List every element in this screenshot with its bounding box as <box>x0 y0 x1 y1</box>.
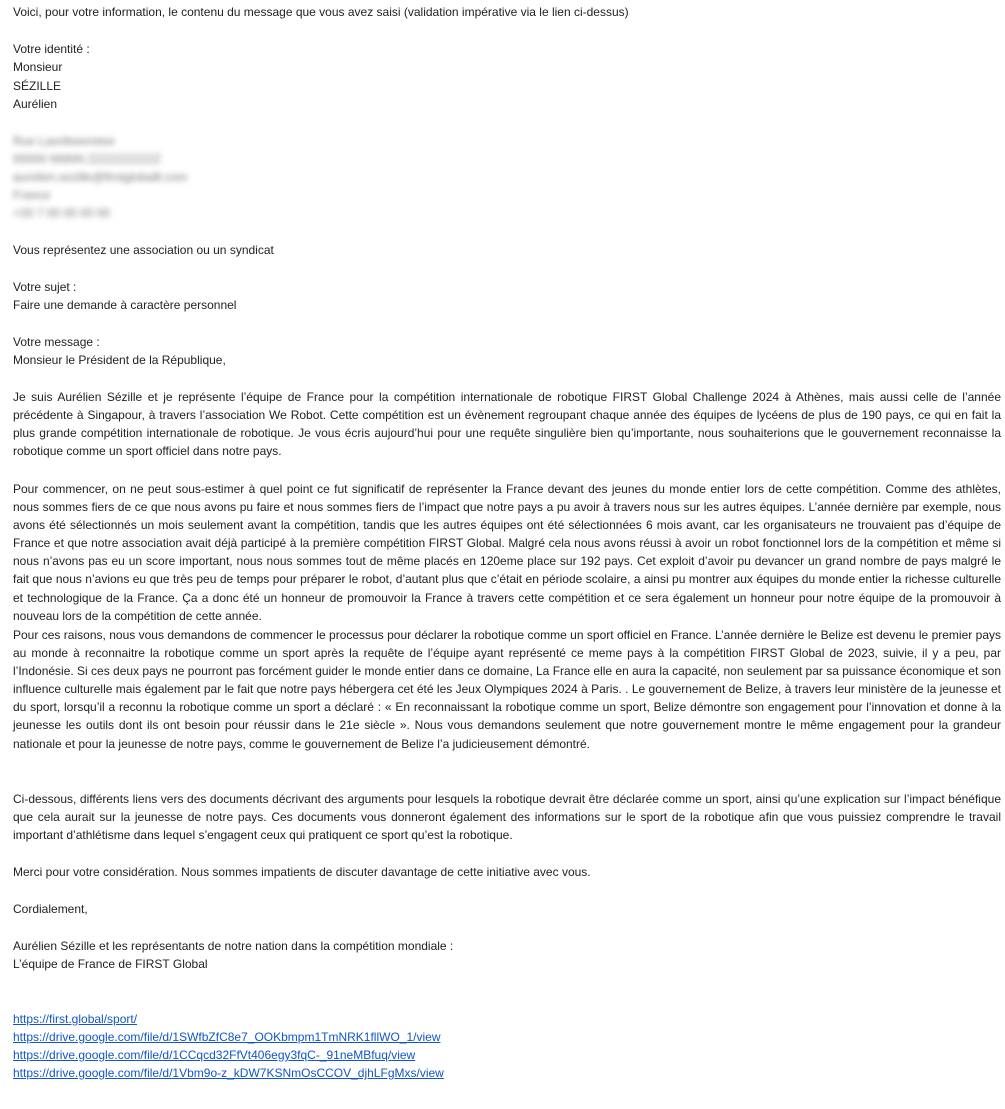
identity-label: Votre identité : <box>13 42 90 56</box>
message-closing: Cordialement, <box>13 902 88 916</box>
message-paragraph: Pour commencer, on ne peut sous-estimer à quel point ce fut significatif de représenter la France devant des jeunes du monde entier lors de cette compétition. Comme des athlètes, nous sommes fiers de ce que nous avons pu faire et nous sommes fiers de l’impact que notre pays a pu avoir à travers nous sur les autres équipes. L’année dernière par exemple, nous avons été sélectionnés un mois seulement avant la compétition, tandis que les autres équipes ont été sélectionnées 6 mois avant, car les organisateurs ne trouvaient pas d’équipe de France et que notre association avait déjà participé à la première compétition FIRST Global. Malgré cela nous avons réussi à avoir un robot fonctionnel lors de la compétition et même si nous n’avons pas eu un score important, nous nous sommes tout de même placés en 120eme place sur 192 pays. Cet exploit d’avoir pu devancer un grand nombre de pays malgré le fait que nous n’avions eu que très peu de temps pour préparer le robot, d’autant plus que c’était en période scolaire, a ainsi pu montrer aux équipes du monde entier la richesse culturelle et technologique de la France. Ça a donc été un honneur de promouvoir la France à travers cette compétition et ce sera également un honneur pour notre équipe de la promouvoir à nouveau lors de la compétition de cette année. <box>13 482 1001 623</box>
intro-text: Voici, pour votre information, le contenu du message que vous avez saisi (validation impérative via le lien ci-dessus) <box>13 5 629 19</box>
redacted-phone-line: +33 7 00 00 00 00 <box>13 206 111 220</box>
identity-civility: Monsieur <box>13 60 63 74</box>
message-paragraph: Je suis Aurélien Sézille et je représente l’équipe de France pour la compétition internationale de robotique FIRST Global Challenge 2024 à Athènes, mais aussi celle de l’année précédente à Singapour, à travers l’association We Robot. Cette compétition est un évènement regroupant chaque année des équipes de lycéens de plus de 190 pays, ce qui en fait la plus grande compétition internationale de robotique. Je vous écris aujourd’hui pour une requête singulière bien qu’importante, nous souhaiterions que le gouvernement reconnaisse la robotique comme un sport officiel dans notre pays. <box>13 390 1001 459</box>
signature-team: L’équipe de France de FIRST Global <box>13 957 208 971</box>
subject-label: Votre sujet : <box>13 280 77 294</box>
link-first-global-sport[interactable]: https://first.global/sport/ <box>13 1012 138 1026</box>
signature-line: Aurélien Sézille et les représentants de notre nation dans la compétition mondiale : <box>13 939 454 953</box>
message-label: Votre message : <box>13 335 100 349</box>
subject-value: Faire une demande à caractère personnel <box>13 298 237 312</box>
representation-text: Vous représentez une association ou un syndicat <box>13 243 274 257</box>
message-paragraph: Ci-dessous, différents liens vers des documents décrivant des arguments pour lesquels la robotique devrait être déclarée comme un sport, ainsi qu’une explication sur l’impact bénéfique que cela aurait sur la jeunesse de notre pays. Ces documents vous donneront également des informations sur le sport de la robotique afin que vous puissiez comprendre le travail important d’athlétisme dans lequel s’engagent ceux qui pratiquent ce sport qu’est la robotique. <box>13 792 1001 843</box>
identity-last-name: SÉZILLE <box>13 79 62 93</box>
identity-first-name: Aurélien <box>13 97 58 111</box>
redacted-country-line: France <box>13 188 51 202</box>
message-paragraph: Pour ces raisons, nous vous demandons de commencer le processus pour déclarer la robotique comme un sport officiel en France. L’année dernière le Belize est devenu le premier pays au monde à reconnaitre la robotique comme un sport après la requête de l’équipe ayant représenté ce meme pays à la compétition FIRST Global de 2023, suivie, il y a peu, par l’Indonésie. Si ces deux pays ne pourront pas forcément guider le monde entier dans ce domaine, La France elle en aura la capacité, non seulement par sa puissance économique et son influence culturelle mais également par le fait que notre pays hébergera cet été les Jeux Olympiques 2024 à Paris. . Le gouvernement de Belize, à travers leur ministère de la jeunesse et du sport, lorsqu’il a reconnu la robotique comme un sport a déclaré : « En reconnaissant la robotique comme un sport, Belize démontre son engagement pour l’innovation et donne à la jeunesse les outils dont ils ont besoin pour réussir dans le 21e siècle ». Nous vous demandons seulement que notre gouvernement montre le même engagement pour la grandeur nationale et pour la jeunesse de notre pays, comme le gouvernement de Belize l’a judicieusement démontré. <box>13 628 1001 751</box>
redacted-email-line: aurelien.sezille@firstgloballl.com <box>13 170 188 184</box>
message-salutation: Monsieur le Président de la République, <box>13 353 226 367</box>
redacted-address-line: Rue Laxnfeeeretee <box>13 134 116 148</box>
link-drive-document-3[interactable]: https://drive.google.com/file/d/1Vbm9o-z_kDW7KSNmOsCCOV_djhLFgMxs/view <box>13 1066 444 1080</box>
link-drive-document-2[interactable]: https://drive.google.com/file/d/1CCqcd32FfVt406egy3fqC-_91neMBfuq/view <box>13 1048 416 1062</box>
redacted-address-line: 00000 NNNN ZZZZZZZZZZ <box>13 152 162 166</box>
link-drive-document-1[interactable]: https://drive.google.com/file/d/1SWfbZfC8e7_OOKbmpm1TmNRK1fllWO_1/view <box>13 1030 441 1044</box>
message-paragraph: Merci pour votre considération. Nous sommes impatients de discuter davantage de cette initiative avec vous. <box>13 865 591 879</box>
